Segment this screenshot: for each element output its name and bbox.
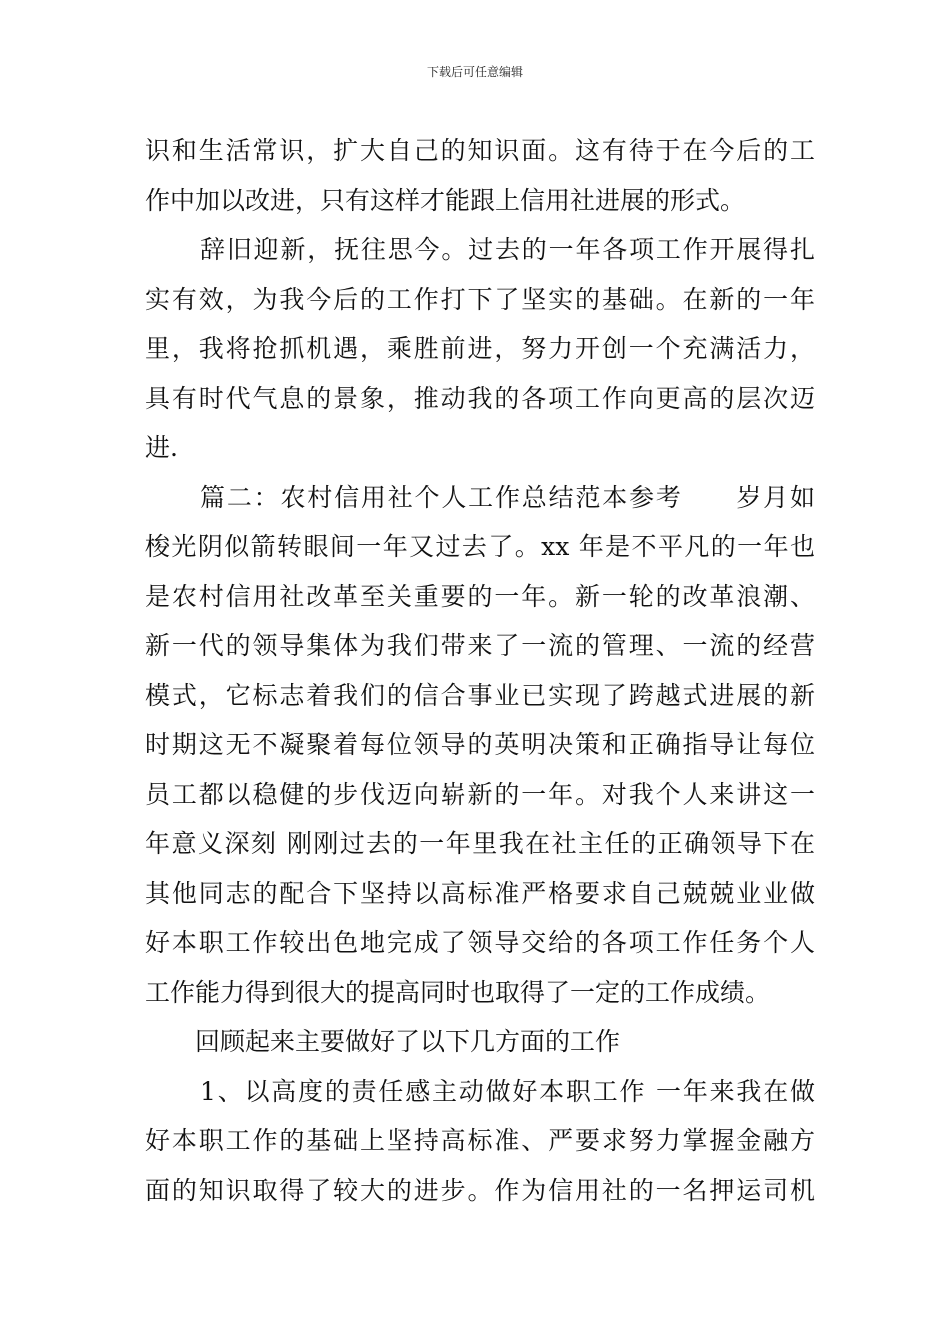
text-line: 模式，它标志着我们的信合事业已实现了跨越式进展的新: [145, 680, 815, 710]
text-line: 年意义深刻 刚刚过去的一年里我在社主任的正确领导下在: [145, 829, 815, 858]
text-line: 识和生活常识，扩大自己的知识面。这有待于在今后的工: [145, 136, 815, 165]
text-line: 好本职工作的基础上坚持高标准、严要求努力掌握金融方: [145, 1126, 815, 1155]
text-line: 工作能力得到很大的提高同时也取得了一定的工作成绩。: [145, 977, 771, 1007]
text-line: 新一代的领导集体为我们带来了一流的管理、一流的经营: [145, 631, 815, 660]
text-line: 里，我将抢抓机遇，乘胜前进，努力开创一个充满活力，: [145, 334, 815, 363]
text-line: 其他同志的配合下坚持以高标准严格要求自己兢兢业业做: [145, 878, 815, 908]
text-line: 1、以高度的责任感主动做好本职工作 一年来我在做: [200, 1076, 815, 1106]
text-line: 面的知识取得了较大的进步。作为信用社的一名押运司机: [145, 1175, 815, 1205]
text-line: 时期这无不凝聚着每位领导的英明决策和正确指导让每位: [145, 730, 815, 759]
text-line: 篇二：农村信用社个人工作总结范本参考 岁月如: [200, 482, 815, 512]
document-body: [145, 126, 815, 1215]
text-line: 实有效，为我今后的工作打下了坚实的基础。在新的一年: [145, 284, 815, 314]
text-line: 回顾起来主要做好了以下几方面的工作: [195, 1027, 621, 1056]
text-line: 好本职工作较出色地完成了领导交给的各项工作任务个人: [145, 928, 815, 957]
text-line: 进.: [145, 433, 178, 462]
text-line: 具有时代气息的景象，推动我的各项工作向更高的层次迈: [145, 383, 815, 413]
page-header: 下载后可任意编辑: [426, 65, 523, 79]
text-line: 是农村信用社改革至关重要的一年。新一轮的改革浪潮、: [145, 581, 815, 611]
text-line: 辞旧迎新，抚往思今。过去的一年各项工作开展得扎: [200, 235, 815, 264]
text-line: 作中加以改进，只有这样才能跟上信用社进展的形式。: [145, 185, 746, 215]
text-line: 员工都以稳健的步伐迈向崭新的一年。对我个人来讲这一: [145, 779, 815, 809]
text-line: 梭光阴似箭转眼间一年又过去了。xx 年是不平凡的一年也: [145, 532, 815, 561]
